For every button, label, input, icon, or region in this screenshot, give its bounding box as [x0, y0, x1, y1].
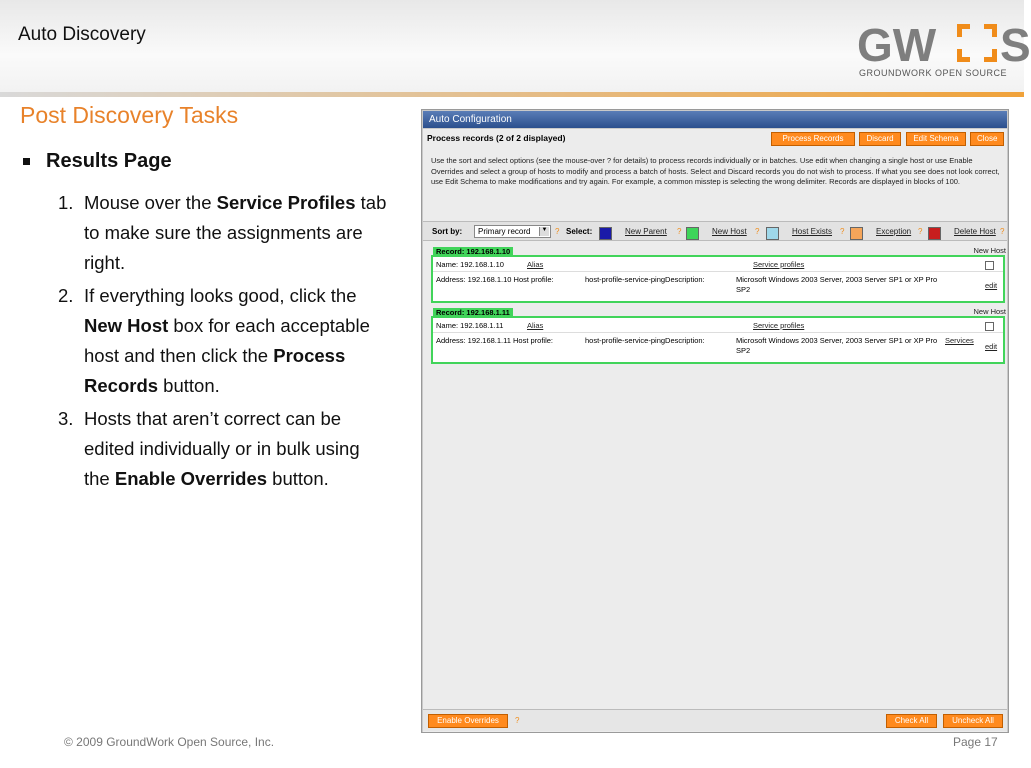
host-exists-swatch	[766, 227, 779, 240]
legend-new-host-link[interactable]: New Host	[712, 227, 747, 236]
step-emphasis: Enable Overrides	[114, 468, 268, 489]
step-emphasis: Process Records	[84, 345, 346, 396]
new-host-help-icon[interactable]: ?	[755, 227, 760, 236]
step-text-part: Hosts that aren’t correct can be edited individually or in bulk using the	[84, 408, 360, 489]
select-label: Select:	[566, 227, 593, 236]
bottom-toolbar	[423, 709, 1007, 731]
new-parent-help-icon[interactable]: ?	[677, 227, 682, 236]
services-link[interactable]: Services	[945, 336, 974, 345]
new-host-swatch	[686, 227, 699, 240]
new-parent-swatch	[599, 227, 612, 240]
logo-text-gw: GW	[857, 19, 937, 71]
edit-link[interactable]: edit	[985, 281, 998, 290]
record-host-profile: host-profile-service-pingDescription:	[585, 275, 705, 284]
record-label: Record: 192.168.1.10	[433, 247, 513, 257]
delete-host-help-icon[interactable]: ?	[1000, 227, 1005, 236]
step-number: 3.	[58, 408, 74, 429]
header-rule	[0, 92, 1024, 97]
record-host-profile: host-profile-service-pingDescription:	[585, 336, 705, 345]
service-profiles-link[interactable]: Service profiles	[753, 260, 805, 269]
step-item	[58, 281, 390, 401]
legend-new-parent-link[interactable]: New Parent	[625, 227, 667, 236]
bullet-list	[20, 150, 390, 497]
step-text	[84, 404, 390, 494]
exception-help-icon[interactable]: ?	[918, 227, 923, 236]
header-title: Auto Discovery	[18, 24, 146, 45]
slide-header	[0, 0, 1031, 92]
chevron-down-icon: ▼	[539, 227, 549, 236]
steps-list	[58, 188, 390, 494]
record-name: Name: 192.168.1.10	[436, 260, 504, 269]
enable-overrides-button[interactable]: Enable Overrides	[428, 714, 508, 728]
record-card	[431, 246, 1006, 303]
step-item	[58, 188, 390, 278]
exception-swatch	[850, 227, 863, 240]
close-button[interactable]: Close	[970, 132, 1004, 146]
window-title: Auto Configuration	[423, 111, 1007, 128]
bullet-label: Results Page	[46, 150, 172, 172]
service-profiles-link[interactable]: Service profiles	[753, 321, 805, 330]
groundwork-logo	[857, 18, 1031, 84]
discard-button[interactable]: Discard	[859, 132, 901, 146]
step-number: 1.	[58, 192, 74, 213]
step-text-part: box for each acceptable host and then click the	[84, 315, 370, 366]
footer-copyright: © 2009 GroundWork Open Source, Inc.	[64, 735, 275, 749]
record-status: New Host	[973, 246, 1006, 255]
logo-bracket-icon	[957, 24, 997, 62]
alias-link[interactable]: Alias	[527, 260, 544, 269]
enable-overrides-help-icon[interactable]: ?	[515, 716, 520, 725]
record-address: Address: 192.168.1.11 Host profile:	[436, 336, 554, 345]
legend-delete-host-link[interactable]: Delete Host	[954, 227, 996, 236]
step-text-part: button.	[267, 468, 329, 489]
edit-schema-button[interactable]: Edit Schema	[906, 132, 966, 146]
step-number: 2.	[58, 285, 74, 306]
process-records-row	[423, 129, 1007, 149]
record-label: Record: 192.168.1.11	[433, 308, 513, 318]
record-description: Microsoft Windows 2003 Server, 2003 Server SP1 or XP Pro SP2	[736, 275, 938, 294]
sort-dropdown-value: Primary record	[478, 227, 531, 236]
legend-exception-link[interactable]: Exception	[876, 227, 912, 236]
record-name: Name: 192.168.1.11	[436, 321, 504, 330]
record-address: Address: 192.168.1.10 Host profile:	[436, 275, 554, 284]
sort-dropdown[interactable]	[474, 225, 551, 238]
step-emphasis: New Host	[84, 315, 169, 336]
sort-label: Sort by:	[432, 227, 463, 236]
footer-page-number: Page 17	[953, 735, 998, 749]
alias-link[interactable]: Alias	[527, 321, 544, 330]
record-divider	[433, 332, 1003, 333]
logo-text-s: S	[1000, 19, 1031, 71]
window-body	[423, 129, 1007, 732]
legend-host-exists-link[interactable]: Host Exists	[792, 227, 833, 236]
record-card	[431, 307, 1006, 364]
step-item	[58, 404, 390, 494]
logo-subtitle: GROUNDWORK OPEN SOURCE	[859, 68, 1008, 78]
step-text-part: Mouse over the	[84, 192, 217, 213]
step-emphasis: Service Profiles	[216, 192, 356, 213]
step-text	[84, 281, 390, 401]
step-text-part: tab to make sure the assignments are right.	[84, 192, 387, 273]
step-text-part: If everything looks good, click the	[84, 285, 357, 306]
uncheck-all-button[interactable]: Uncheck All	[943, 714, 1003, 728]
process-records-button[interactable]: Process Records	[771, 132, 855, 146]
check-all-button[interactable]: Check All	[886, 714, 937, 728]
record-checkbox[interactable]	[985, 261, 994, 270]
record-divider	[433, 271, 1003, 272]
host-exists-help-icon[interactable]: ?	[840, 227, 845, 236]
bullet-results-page	[20, 150, 390, 173]
record-checkbox[interactable]	[985, 322, 994, 331]
bullet-square-icon	[23, 158, 30, 165]
process-records-label: Process records (2 of 2 displayed)	[427, 133, 566, 143]
record-description: Microsoft Windows 2003 Server, 2003 Server SP1 or XP Pro SP2	[736, 336, 938, 355]
sort-help-icon[interactable]: ?	[555, 227, 560, 236]
slide-title: Post Discovery Tasks	[20, 102, 239, 128]
instructions-text: Use the sort and select options (see the mouse-over ? for details) to process records individually or in batches. Use edit when changing a single host or use Enable Overrides and select a group of hosts to modify and process a batch of hosts. Select and Discard records you do not wish to process. If what you see does not look correct, use Edit Schema to make modifications and try again. For example, a common misstep is selecting the wrong delimiter. Records are displayed in blocks of 100.	[431, 156, 1000, 186]
auto-configuration-window	[421, 109, 1009, 733]
record-status: New Host	[973, 307, 1006, 316]
edit-link[interactable]: edit	[985, 342, 998, 351]
sort-select-bar	[423, 221, 1007, 241]
step-text-part: button.	[158, 375, 220, 396]
step-text	[84, 188, 390, 278]
delete-host-swatch	[928, 227, 941, 240]
